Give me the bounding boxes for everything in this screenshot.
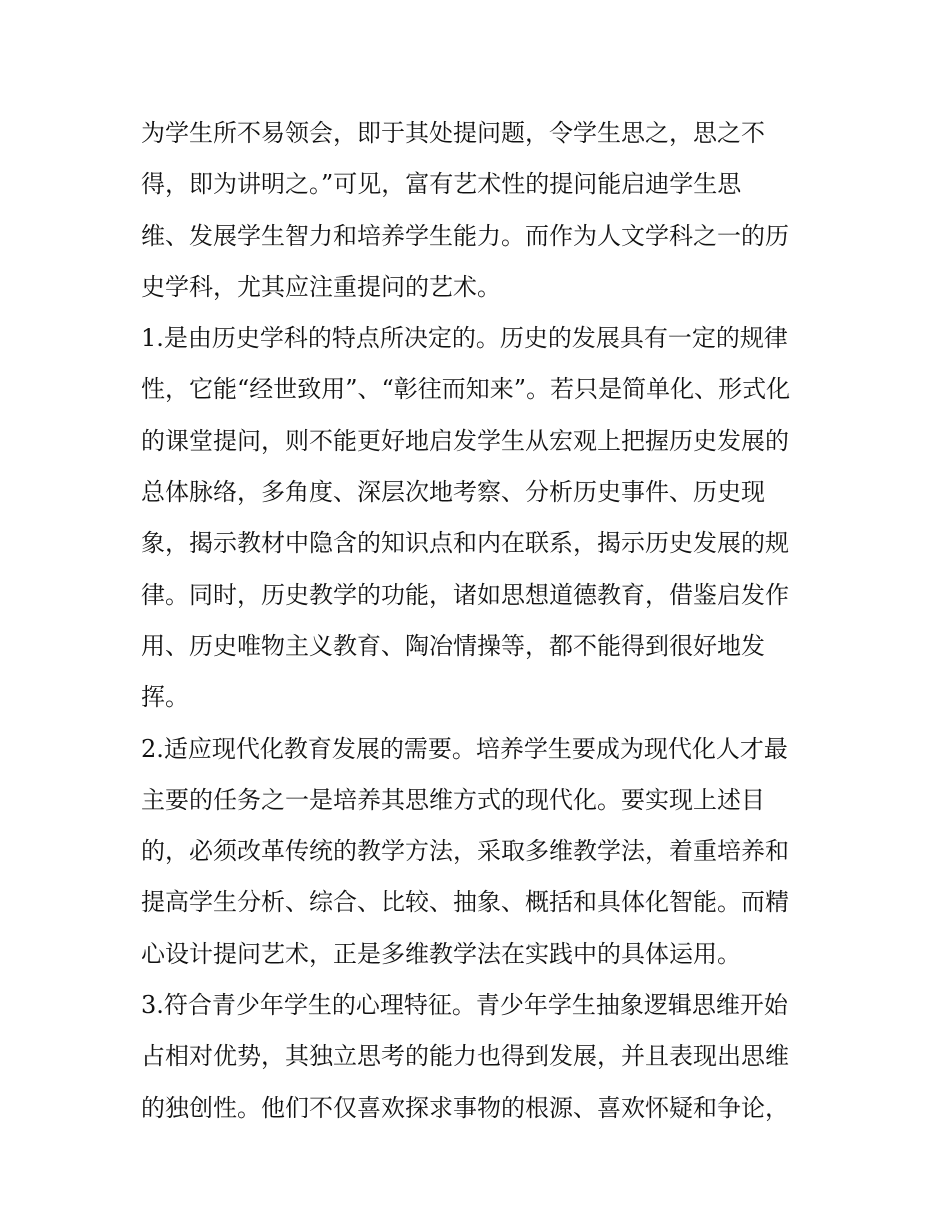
text-line: 总体脉络，多角度、深层次地考察、分析历史事件、历史现	[141, 478, 765, 507]
text-line: 的独创性。他们不仅喜欢探求事物的根源、喜欢怀疑和争论，	[141, 1093, 789, 1122]
text-line: 得，即为讲明之。”可见，富有艺术性的提问能启迪学生思	[141, 170, 742, 199]
text-line: 的，必须改革传统的教学方法，采取多维教学法，着重培养和	[141, 837, 789, 866]
text-line: 1.是由历史学科的特点所决定的。历史的发展具有一定的规律	[141, 324, 788, 353]
text-line: 占相对优势，其独立思考的能力也得到发展，并且表现出思维	[141, 1042, 789, 1071]
text-line: 心设计提问艺术，正是多维教学法在实践中的具体运用。	[141, 939, 741, 968]
text-line: 提高学生分析、综合、比较、抽象、概括和具体化智能。而精	[141, 888, 789, 917]
text-line: 律。同时，历史教学的功能，诸如思想道德教育，借鉴启发作	[141, 580, 789, 609]
text-line: 为学生所不易领会，即于其处提问题，令学生思之，思之不	[141, 119, 765, 147]
text-line: 史学科，尤其应注重提问的艺术。	[141, 272, 501, 301]
text-line: 的课堂提问，则不能更好地启发学生从宏观上把握历史发展的	[141, 426, 789, 455]
text-line: 3.符合青少年学生的心理特征。青少年学生抽象逻辑思维开始	[141, 991, 788, 1020]
text-line: 性，它能“经世致用”、“彰往而知来”。若只是简单化、形式化	[141, 375, 791, 404]
text-line: 挥。	[141, 683, 189, 712]
text-line: 主要的任务之一是培养其思维方式的现代化。要实现上述目	[141, 785, 765, 814]
text-line: 2.适应现代化教育发展的需要。培养学生要成为现代化人才最	[141, 734, 788, 763]
text-line: 象，揭示教材中隐含的知识点和内在联系，揭示历史发展的规	[141, 529, 789, 558]
text-line: 维、发展学生智力和培养学生能力。而作为人文学科之一的历	[141, 221, 789, 250]
body-text	[141, 108, 821, 1134]
text-line: 用、历史唯物主义教育、陶冶情操等，都不能得到很好地发	[141, 631, 765, 660]
